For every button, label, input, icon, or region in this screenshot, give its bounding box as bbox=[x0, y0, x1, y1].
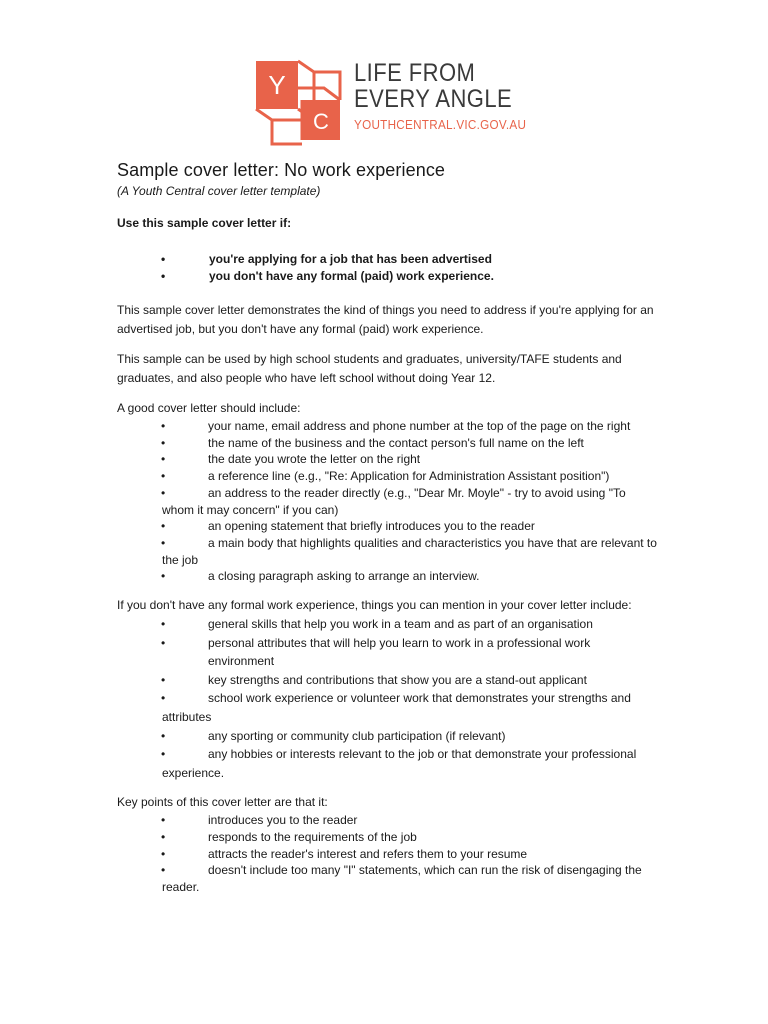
list-item: • any hobbies or interests relevant to the job or that demonstrate your professional experience. bbox=[117, 745, 657, 782]
list-item: • key strengths and contributions that show you are a stand-out applicant bbox=[117, 671, 657, 690]
key-points-list bbox=[117, 812, 657, 896]
use-list bbox=[117, 251, 657, 285]
list-item: • an opening statement that briefly introduces you to the reader bbox=[117, 518, 657, 535]
use-heading: Use this sample cover letter if: bbox=[117, 216, 292, 230]
document-body bbox=[117, 158, 657, 896]
list-item: • the date you wrote the letter on the right bbox=[117, 451, 657, 468]
list-item: • introduces you to the reader bbox=[117, 812, 657, 829]
key-points-heading: Key points of this cover letter are that it: bbox=[117, 795, 328, 810]
page-subtitle: (A Youth Central cover letter template) bbox=[117, 184, 321, 198]
include-heading: A good cover letter should include: bbox=[117, 401, 301, 415]
page-title: Sample cover letter: No work experience bbox=[117, 160, 446, 180]
list-item: • your name, email address and phone number at the top of the page on the right bbox=[117, 418, 657, 435]
list-item: • school work experience or volunteer work that demonstrates your strengths and attributes bbox=[117, 689, 657, 726]
yc-cube-logo-icon bbox=[254, 58, 346, 148]
list-item: • responds to the requirements of the job bbox=[117, 829, 657, 846]
list-item: • a closing paragraph asking to arrange an interview. bbox=[117, 568, 657, 585]
list-item: • any sporting or community club participation (if relevant) bbox=[117, 727, 657, 746]
list-item: • general skills that help you work in a team and as part of an organisation bbox=[117, 615, 657, 634]
list-item: • you're applying for a job that has been advertised bbox=[117, 251, 657, 268]
youth-central-logo bbox=[254, 58, 534, 148]
list-item: • a main body that highlights qualities and characteristics you have that are relevant to the job bbox=[117, 535, 657, 568]
logo-tagline-line2: EVERY ANGLE bbox=[354, 85, 513, 113]
logo-letter-c: C bbox=[313, 109, 329, 134]
mention-list bbox=[117, 615, 657, 782]
list-item: • attracts the reader's interest and refers them to your resume bbox=[117, 846, 657, 863]
list-item: • the name of the business and the contact person's full name on the left bbox=[117, 435, 657, 452]
list-item: • you don't have any formal (paid) work experience. bbox=[117, 268, 657, 285]
logo-url: YOUTHCENTRAL.VIC.GOV.AU bbox=[354, 117, 527, 132]
logo-tagline-line1: LIFE FROM bbox=[354, 59, 476, 87]
list-item: • personal attributes that will help you learn to work in a professional work environment bbox=[117, 634, 657, 671]
list-item: • a reference line (e.g., "Re: Application for Administration Assistant position") bbox=[117, 468, 657, 485]
audience-paragraph: This sample can be used by high school students and graduates, university/TAFE students and graduates, and also people who have left school without doing Year 12. bbox=[117, 352, 622, 385]
list-item: • an address to the reader directly (e.g., "Dear Mr. Moyle" - try to avoid using "To whom it may concern" if you can) bbox=[117, 485, 657, 518]
mention-heading: If you don't have any formal work experience, things you can mention in your cover letter include: bbox=[117, 598, 632, 613]
include-list bbox=[117, 418, 657, 585]
logo-letter-y: Y bbox=[268, 70, 286, 100]
intro-paragraph: This sample cover letter demonstrates the kind of things you need to address if you're applying for an advertised job, but you don't have any formal (paid) work experience. bbox=[117, 303, 654, 336]
list-item: • doesn't include too many "I" statements, which can run the risk of disengaging the reader. bbox=[117, 862, 657, 895]
